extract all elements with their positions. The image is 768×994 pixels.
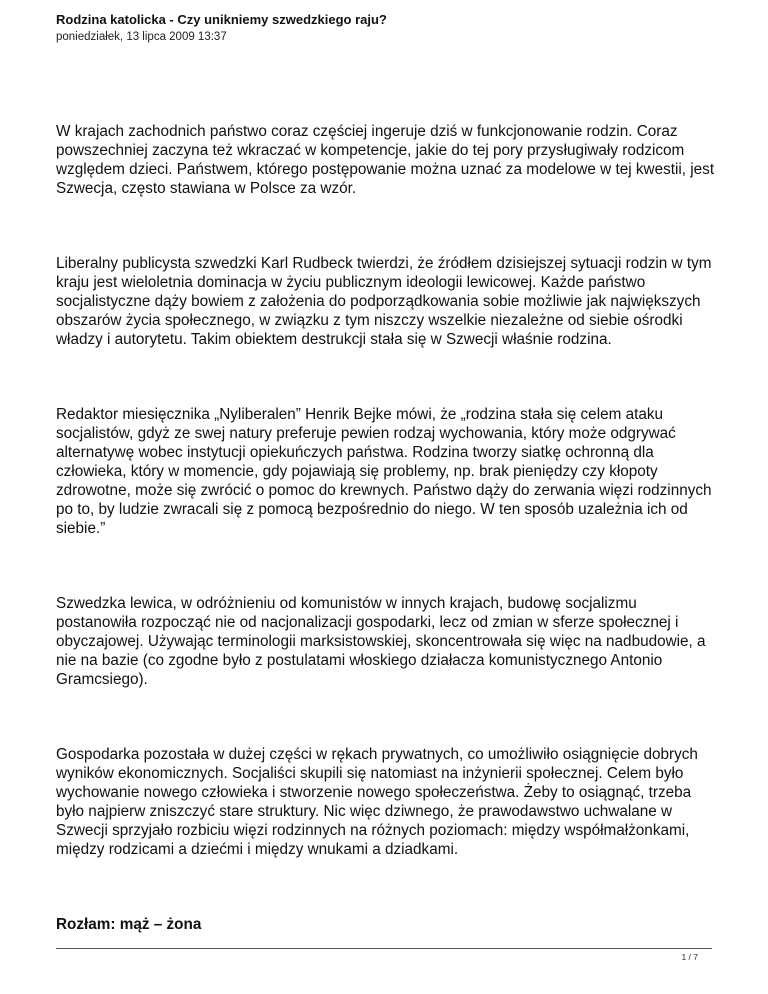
paragraph-2: Liberalny publicysta szwedzki Karl Rudbeck twierdzi, że źródłem dzisiejszej sytuacji rodzin w tym kraju jest wieloletnia dominacja w życiu publicznym ideologii lewicowej. Każde państwo socjalistyczne dąży bowiem z założenia do podporządkowania sobie możliwie jak największych obszarów życia społecznego, w związku z tym niszczy wszelkie niezależne od siebie ośrodki władzy i autorytetu. Takim obiektem destrukcji stała się w Szwecji właśnie rodzina.	[56, 255, 712, 348]
page-header	[56, 12, 736, 44]
paragraph-5: Gospodarka pozostała w dużej części w rękach prywatnych, co umożliwiło osiągnięcie dobrych wyników ekonomicznych. Socjaliści skupili się natomiast na inżynierii społecznej. Celem było wychowanie nowego człowieka i stworzenie nowego społeczeństwa. Żeby to osiągnąć, trzeba było najpierw zniszczyć stare struktury. Nic więc dziwnego, że prawodawstwo uchwalane w Szwecji sprzyjało rozbiciu więzi rodzinnych na różnych poziomach: między współmałżonkami, między rodzicami a dziećmi i między wnukami a dziadkami.	[56, 746, 698, 858]
page-number: 1 / 7	[681, 952, 698, 962]
document-title: Rodzina katolicka - Czy unikniemy szwedzkiego raju?	[56, 12, 387, 27]
article-body	[56, 122, 716, 934]
publication-date: poniedziałek, 13 lipca 2009 13:37	[56, 31, 227, 43]
footer-divider	[56, 948, 712, 949]
paragraph-1: W krajach zachodnich państwo coraz częściej ingeruje dziś w funkcjonowanie rodzin. Coraz powszechniej zaczyna też wkraczać w kompetencje, jakie do tej pory przysługiwały rodzicom względem dzieci. Państwem, którego postępowanie można uznać za modelowe w tej kwestii, jest Szwecja, często stawiana w Polsce za wzór.	[56, 123, 715, 197]
paragraph-3: Redaktor miesięcznika „Nyliberalen” Henrik Bejke mówi, że „rodzina stała się celem ataku socjalistów, gdyż ze swej natury preferuje pewien rodzaj wychowania, który może odgrywać alternatywę wobec instytucji opiekuńczych państwa. Rodzina tworzy siatkę ochronną dla człowieka, który w momencie, gdy pojawiają się problemy, np. brak pieniędzy czy kłopoty zdrowotne, może się zwrócić o pomoc do krewnych. Państwo dąży do zerwania więzi rodzinnych po to, by ludzie zwracali się z pomocą bezpośrednio do niego. W ten sposób uzależnia ich od siebie.”	[56, 406, 712, 537]
section-heading: Rozłam: mąż – żona	[56, 916, 202, 933]
paragraph-4: Szwedzka lewica, w odróżnieniu od komunistów w innych krajach, budowę socjalizmu postanowiła rozpocząć nie od nacjonalizacji gospodarki, lecz od zmian w sferze społecznej i obyczajowej. Używając terminologii marksistowskiej, skoncentrowała się więc na nadbudowie, a nie na bazie (co zgodne było z postulatami włoskiego działacza komunistycznego Antonio Gramcsiego).	[56, 595, 706, 688]
